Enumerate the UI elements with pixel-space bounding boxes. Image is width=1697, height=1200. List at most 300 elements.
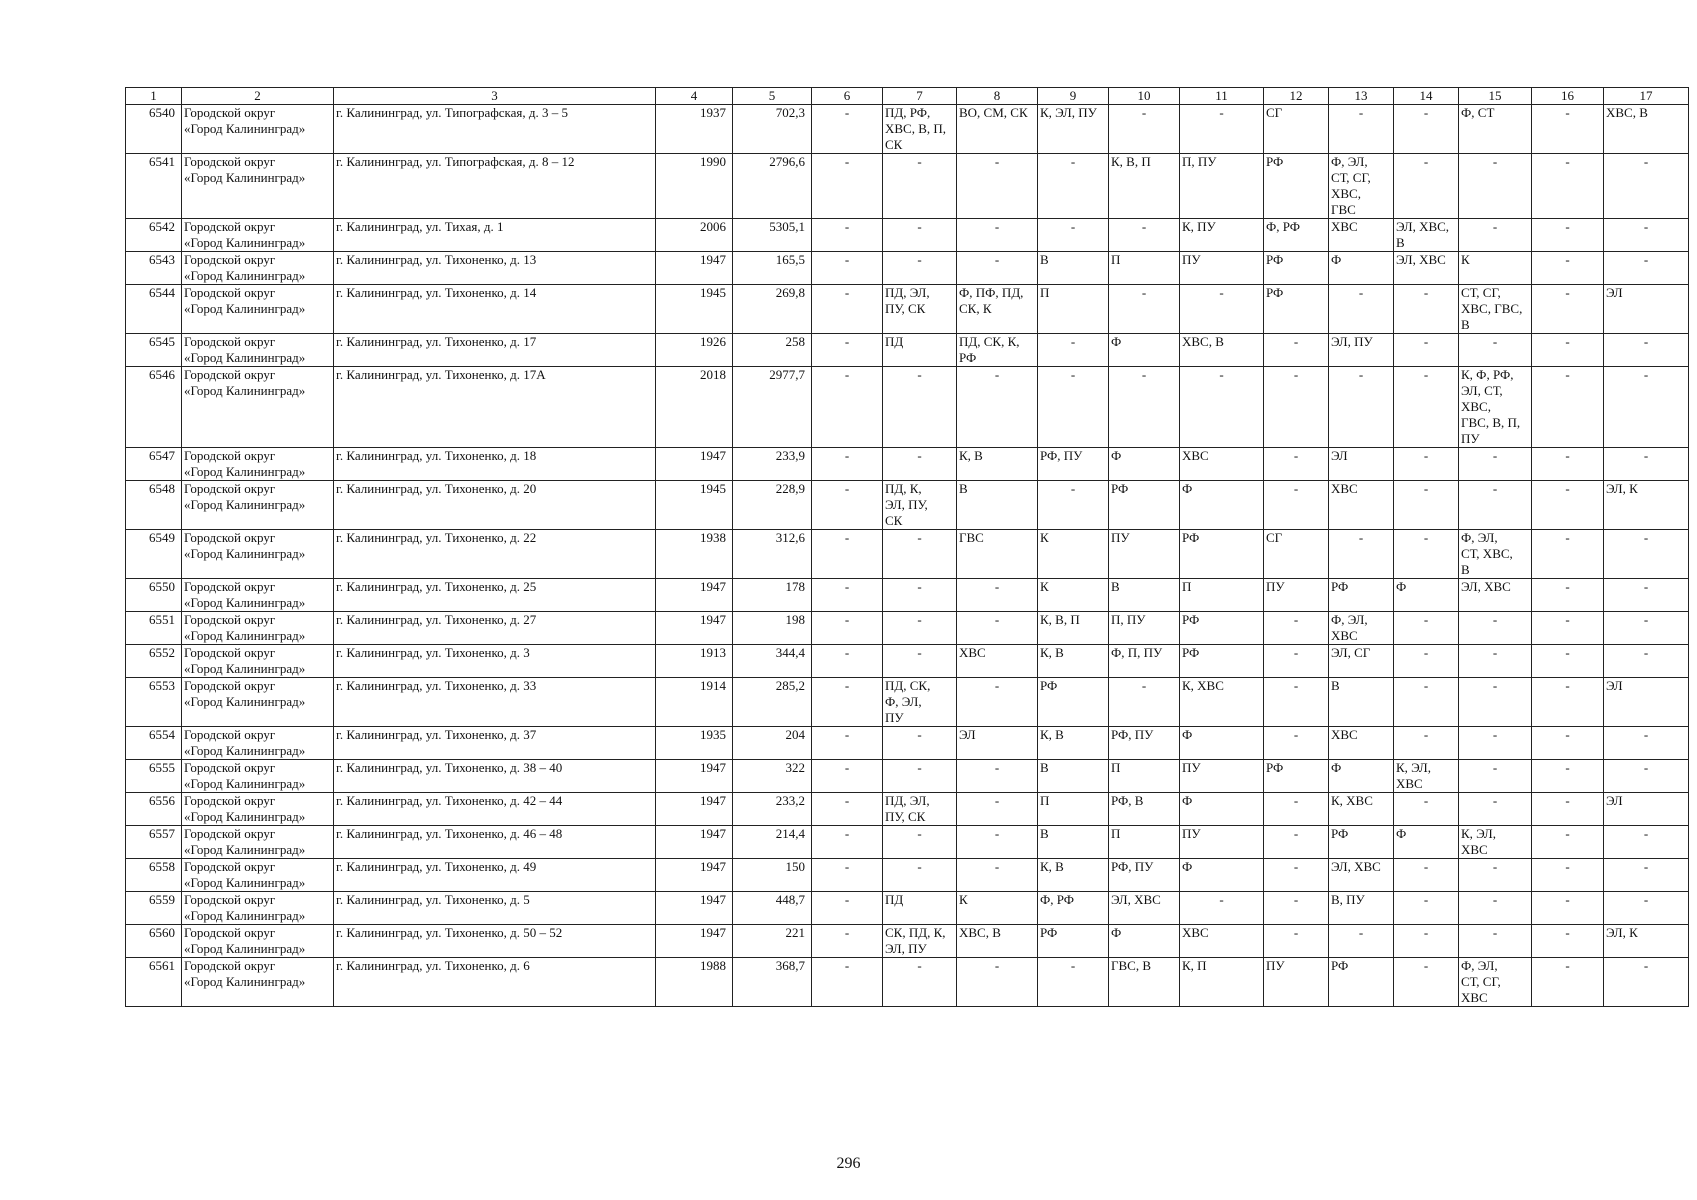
cell-col-1: 6543 [126,252,182,285]
cell-col-10: Ф [1109,448,1180,481]
cell-col-5: 344,4 [733,645,812,678]
cell-col-10: - [1109,367,1180,448]
cell-col-14: - [1394,925,1459,958]
cell-col-3: г. Калининград, ул. Тихоненко, д. 14 [334,285,656,334]
cell-col-14: - [1394,678,1459,727]
cell-col-17: - [1604,612,1689,645]
cell-col-1: 6560 [126,925,182,958]
cell-col-1: 6553 [126,678,182,727]
cell-col-3: г. Калининград, ул. Тихоненко, д. 33 [334,678,656,727]
cell-col-16: - [1532,958,1604,1007]
cell-col-11: ХВС, В [1180,334,1264,367]
cell-col-6: - [812,252,883,285]
column-header-15: 15 [1459,88,1532,105]
cell-col-6: - [812,334,883,367]
cell-col-16: - [1532,481,1604,530]
cell-col-14: - [1394,530,1459,579]
cell-col-8: - [957,219,1038,252]
column-header-8: 8 [957,88,1038,105]
cell-col-8: - [957,154,1038,219]
cell-col-9: В [1038,760,1109,793]
cell-col-14: - [1394,859,1459,892]
cell-col-1: 6550 [126,579,182,612]
column-number-header [126,88,1689,105]
cell-col-8: К, В [957,448,1038,481]
table-row [126,448,1689,481]
table-row [126,958,1689,1007]
cell-col-9: В [1038,252,1109,285]
cell-col-15: Ф, ЭЛ, СТ, СГ, ХВС [1459,958,1532,1007]
cell-col-16: - [1532,826,1604,859]
cell-col-14: - [1394,645,1459,678]
cell-col-14: ЭЛ, ХВС [1394,252,1459,285]
cell-col-8: В [957,481,1038,530]
column-header-5: 5 [733,88,812,105]
cell-col-8: К [957,892,1038,925]
registry-table [125,87,1689,1007]
cell-col-6: - [812,892,883,925]
cell-col-9: К, В [1038,859,1109,892]
cell-col-4: 1945 [656,285,733,334]
cell-col-5: 233,2 [733,793,812,826]
cell-col-6: - [812,579,883,612]
cell-col-1: 6554 [126,727,182,760]
column-header-10: 10 [1109,88,1180,105]
cell-col-10: РФ, В [1109,793,1180,826]
cell-col-16: - [1532,760,1604,793]
cell-col-12: - [1264,678,1329,727]
cell-col-17: - [1604,219,1689,252]
cell-col-14: - [1394,481,1459,530]
cell-col-14: - [1394,892,1459,925]
cell-col-4: 1947 [656,925,733,958]
cell-col-7: - [883,727,957,760]
cell-col-13: Ф, ЭЛ, ХВС [1329,612,1394,645]
cell-col-3: г. Калининград, ул. Тихоненко, д. 37 [334,727,656,760]
cell-col-14: - [1394,448,1459,481]
column-header-14: 14 [1394,88,1459,105]
cell-col-6: - [812,448,883,481]
cell-col-9: - [1038,367,1109,448]
cell-col-12: - [1264,859,1329,892]
cell-col-8: - [957,826,1038,859]
cell-col-1: 6549 [126,530,182,579]
cell-col-9: К [1038,530,1109,579]
cell-col-1: 6540 [126,105,182,154]
cell-col-15: - [1459,793,1532,826]
cell-col-7: - [883,252,957,285]
cell-col-1: 6555 [126,760,182,793]
table-row [126,925,1689,958]
cell-col-16: - [1532,727,1604,760]
cell-col-3: г. Калининград, ул. Тихоненко, д. 38 – 40 [334,760,656,793]
cell-col-3: г. Калининград, ул. Тихоненко, д. 5 [334,892,656,925]
cell-col-2: Городской округ «Город Калининград» [182,334,334,367]
cell-col-11: РФ [1180,612,1264,645]
cell-col-3: г. Калининград, ул. Тихоненко, д. 6 [334,958,656,1007]
cell-col-12: - [1264,334,1329,367]
cell-col-8: ПД, СК, К, РФ [957,334,1038,367]
cell-col-17: - [1604,334,1689,367]
cell-col-17: - [1604,252,1689,285]
cell-col-4: 1937 [656,105,733,154]
table-row [126,579,1689,612]
cell-col-10: В [1109,579,1180,612]
table-row [126,793,1689,826]
cell-col-11: Ф [1180,727,1264,760]
cell-col-13: ХВС [1329,481,1394,530]
cell-col-13: Ф [1329,760,1394,793]
cell-col-4: 1947 [656,448,733,481]
cell-col-1: 6546 [126,367,182,448]
cell-col-9: - [1038,334,1109,367]
cell-col-6: - [812,219,883,252]
cell-col-13: ЭЛ, ХВС [1329,859,1394,892]
cell-col-15: - [1459,727,1532,760]
cell-col-2: Городской округ «Город Калининград» [182,859,334,892]
cell-col-16: - [1532,154,1604,219]
cell-col-3: г. Калининград, ул. Тихоненко, д. 27 [334,612,656,645]
cell-col-1: 6544 [126,285,182,334]
cell-col-8: - [957,367,1038,448]
cell-col-11: К, П [1180,958,1264,1007]
cell-col-9: - [1038,154,1109,219]
cell-col-13: Ф [1329,252,1394,285]
cell-col-6: - [812,481,883,530]
cell-col-11: - [1180,892,1264,925]
cell-col-3: г. Калининград, ул. Тихоненко, д. 18 [334,448,656,481]
cell-col-3: г. Калининград, ул. Тихоненко, д. 49 [334,859,656,892]
cell-col-8: Ф, ПФ, ПД, СК, К [957,285,1038,334]
cell-col-9: П [1038,285,1109,334]
cell-col-12: РФ [1264,760,1329,793]
cell-col-17: - [1604,367,1689,448]
cell-col-11: ПУ [1180,826,1264,859]
cell-col-4: 1938 [656,530,733,579]
cell-col-10: РФ, ПУ [1109,727,1180,760]
cell-col-6: - [812,367,883,448]
cell-col-4: 1947 [656,892,733,925]
cell-col-7: ПД, ЭЛ, ПУ, СК [883,285,957,334]
table-row [126,334,1689,367]
cell-col-15: К [1459,252,1532,285]
cell-col-16: - [1532,448,1604,481]
cell-col-10: ПУ [1109,530,1180,579]
cell-col-6: - [812,859,883,892]
cell-col-16: - [1532,219,1604,252]
cell-col-17: ЭЛ [1604,285,1689,334]
cell-col-13: В [1329,678,1394,727]
cell-col-17: - [1604,727,1689,760]
cell-col-17: - [1604,645,1689,678]
cell-col-7: - [883,579,957,612]
cell-col-11: ПУ [1180,252,1264,285]
cell-col-14: Ф [1394,826,1459,859]
cell-col-4: 1945 [656,481,733,530]
cell-col-16: - [1532,645,1604,678]
cell-col-13: ХВС [1329,727,1394,760]
cell-col-9: РФ, ПУ [1038,448,1109,481]
cell-col-13: ЭЛ, ПУ [1329,334,1394,367]
table-row [126,678,1689,727]
cell-col-8: ВО, СМ, СК [957,105,1038,154]
table-row [126,367,1689,448]
cell-col-2: Городской округ «Город Калининград» [182,252,334,285]
cell-col-14: - [1394,367,1459,448]
cell-col-9: Ф, РФ [1038,892,1109,925]
cell-col-3: г. Калининград, ул. Типографская, д. 8 – 12 [334,154,656,219]
cell-col-16: - [1532,925,1604,958]
cell-col-10: П [1109,826,1180,859]
cell-col-13: К, ХВС [1329,793,1394,826]
cell-col-16: - [1532,252,1604,285]
column-header-12: 12 [1264,88,1329,105]
cell-col-5: 702,3 [733,105,812,154]
cell-col-2: Городской округ «Город Калининград» [182,958,334,1007]
cell-col-13: - [1329,925,1394,958]
cell-col-11: ХВС [1180,925,1264,958]
cell-col-4: 1988 [656,958,733,1007]
cell-col-5: 2796,6 [733,154,812,219]
cell-col-12: - [1264,481,1329,530]
cell-col-15: - [1459,925,1532,958]
cell-col-7: ПД, СК, Ф, ЭЛ, ПУ [883,678,957,727]
cell-col-10: П [1109,252,1180,285]
cell-col-2: Городской округ «Город Калининград» [182,727,334,760]
cell-col-8: - [957,859,1038,892]
cell-col-7: ПД, ЭЛ, ПУ, СК [883,793,957,826]
table-row [126,826,1689,859]
cell-col-17: - [1604,530,1689,579]
cell-col-4: 1947 [656,859,733,892]
cell-col-6: - [812,105,883,154]
cell-col-4: 1926 [656,334,733,367]
cell-col-3: г. Калининград, ул. Тихоненко, д. 3 [334,645,656,678]
cell-col-10: РФ [1109,481,1180,530]
cell-col-16: - [1532,793,1604,826]
cell-col-14: ЭЛ, ХВС, В [1394,219,1459,252]
column-header-13: 13 [1329,88,1394,105]
cell-col-3: г. Калининград, ул. Тихоненко, д. 20 [334,481,656,530]
cell-col-14: Ф [1394,579,1459,612]
cell-col-2: Городской округ «Город Калининград» [182,448,334,481]
cell-col-12: СГ [1264,105,1329,154]
cell-col-12: - [1264,892,1329,925]
cell-col-10: ГВС, В [1109,958,1180,1007]
cell-col-15: - [1459,612,1532,645]
cell-col-2: Городской округ «Город Калининград» [182,481,334,530]
cell-col-13: РФ [1329,826,1394,859]
cell-col-10: - [1109,105,1180,154]
cell-col-7: - [883,826,957,859]
cell-col-2: Городской округ «Город Калининград» [182,219,334,252]
cell-col-14: - [1394,958,1459,1007]
cell-col-3: г. Калининград, ул. Тихая, д. 1 [334,219,656,252]
cell-col-9: РФ [1038,925,1109,958]
cell-col-7: - [883,958,957,1007]
cell-col-17: - [1604,760,1689,793]
cell-col-10: Ф, П, ПУ [1109,645,1180,678]
cell-col-15: - [1459,334,1532,367]
cell-col-1: 6561 [126,958,182,1007]
cell-col-17: - [1604,859,1689,892]
cell-col-6: - [812,793,883,826]
cell-col-9: К, В, П [1038,612,1109,645]
cell-col-7: - [883,645,957,678]
cell-col-6: - [812,826,883,859]
cell-col-11: К, ХВС [1180,678,1264,727]
cell-col-12: - [1264,367,1329,448]
cell-col-9: РФ [1038,678,1109,727]
table-row [126,252,1689,285]
cell-col-1: 6557 [126,826,182,859]
cell-col-16: - [1532,285,1604,334]
cell-col-15: - [1459,859,1532,892]
cell-col-8: - [957,678,1038,727]
cell-col-14: - [1394,154,1459,219]
cell-col-12: ПУ [1264,579,1329,612]
cell-col-15: - [1459,892,1532,925]
cell-col-11: Ф [1180,481,1264,530]
table-row [126,760,1689,793]
cell-col-8: ХВС [957,645,1038,678]
cell-col-7: ПД, РФ, ХВС, В, П, СК [883,105,957,154]
cell-col-1: 6547 [126,448,182,481]
cell-col-5: 221 [733,925,812,958]
cell-col-15: - [1459,760,1532,793]
cell-col-9: - [1038,958,1109,1007]
cell-col-4: 1935 [656,727,733,760]
cell-col-11: П [1180,579,1264,612]
cell-col-14: К, ЭЛ, ХВС [1394,760,1459,793]
cell-col-2: Городской округ «Город Калининград» [182,760,334,793]
cell-col-5: 368,7 [733,958,812,1007]
cell-col-4: 1947 [656,760,733,793]
cell-col-9: - [1038,219,1109,252]
cell-col-4: 1913 [656,645,733,678]
cell-col-4: 2006 [656,219,733,252]
cell-col-9: К [1038,579,1109,612]
cell-col-5: 448,7 [733,892,812,925]
cell-col-6: - [812,530,883,579]
cell-col-8: - [957,252,1038,285]
cell-col-7: ПД, К, ЭЛ, ПУ, СК [883,481,957,530]
cell-col-7: ПД [883,334,957,367]
cell-col-9: К, В [1038,727,1109,760]
cell-col-12: СГ [1264,530,1329,579]
cell-col-15: К, ЭЛ, ХВС [1459,826,1532,859]
cell-col-17: ХВС, В [1604,105,1689,154]
cell-col-11: - [1180,105,1264,154]
table-row [126,645,1689,678]
cell-col-3: г. Калининград, ул. Тихоненко, д. 46 – 48 [334,826,656,859]
cell-col-17: - [1604,154,1689,219]
cell-col-12: РФ [1264,252,1329,285]
cell-col-17: - [1604,579,1689,612]
cell-col-11: - [1180,285,1264,334]
cell-col-16: - [1532,334,1604,367]
cell-col-5: 233,9 [733,448,812,481]
cell-col-7: - [883,448,957,481]
cell-col-7: СК, ПД, К, ЭЛ, ПУ [883,925,957,958]
cell-col-1: 6541 [126,154,182,219]
column-header-16: 16 [1532,88,1604,105]
cell-col-15: - [1459,448,1532,481]
cell-col-1: 6542 [126,219,182,252]
cell-col-5: 214,4 [733,826,812,859]
cell-col-13: ЭЛ, СГ [1329,645,1394,678]
cell-col-15: - [1459,645,1532,678]
page-number: 296 [836,1155,861,1172]
cell-col-14: - [1394,793,1459,826]
cell-col-16: - [1532,579,1604,612]
cell-col-11: РФ [1180,645,1264,678]
cell-col-6: - [812,925,883,958]
cell-col-16: - [1532,367,1604,448]
cell-col-5: 178 [733,579,812,612]
cell-col-5: 258 [733,334,812,367]
cell-col-15: - [1459,678,1532,727]
cell-col-4: 1990 [656,154,733,219]
cell-col-1: 6551 [126,612,182,645]
cell-col-1: 6552 [126,645,182,678]
cell-col-7: ПД [883,892,957,925]
cell-col-3: г. Калининград, ул. Тихоненко, д. 25 [334,579,656,612]
table-body [126,105,1689,1007]
table-row [126,285,1689,334]
cell-col-2: Городской округ «Город Калининград» [182,530,334,579]
cell-col-11: ПУ [1180,760,1264,793]
cell-col-1: 6558 [126,859,182,892]
cell-col-2: Городской округ «Город Калининград» [182,285,334,334]
cell-col-10: ЭЛ, ХВС [1109,892,1180,925]
cell-col-16: - [1532,530,1604,579]
cell-col-10: - [1109,678,1180,727]
cell-col-2: Городской округ «Город Калининград» [182,892,334,925]
cell-col-15: СТ, СГ, ХВС, ГВС, В [1459,285,1532,334]
cell-col-8: - [957,579,1038,612]
cell-col-17: - [1604,892,1689,925]
table-row [126,859,1689,892]
cell-col-12: - [1264,925,1329,958]
cell-col-13: - [1329,530,1394,579]
cell-col-1: 6559 [126,892,182,925]
cell-col-17: - [1604,448,1689,481]
cell-col-13: В, ПУ [1329,892,1394,925]
cell-col-13: ХВС [1329,219,1394,252]
table-row [126,530,1689,579]
cell-col-7: - [883,367,957,448]
cell-col-16: - [1532,892,1604,925]
cell-col-5: 2977,7 [733,367,812,448]
cell-col-11: ХВС [1180,448,1264,481]
cell-col-3: г. Калининград, ул. Тихоненко, д. 50 – 52 [334,925,656,958]
cell-col-14: - [1394,612,1459,645]
cell-col-2: Городской округ «Город Калининград» [182,826,334,859]
cell-col-13: РФ [1329,579,1394,612]
cell-col-6: - [812,678,883,727]
cell-col-17: ЭЛ, К [1604,925,1689,958]
column-header-6: 6 [812,88,883,105]
cell-col-6: - [812,154,883,219]
cell-col-9: - [1038,481,1109,530]
cell-col-5: 165,5 [733,252,812,285]
cell-col-16: - [1532,678,1604,727]
column-header-9: 9 [1038,88,1109,105]
cell-col-4: 1914 [656,678,733,727]
cell-col-10: - [1109,219,1180,252]
cell-col-16: - [1532,612,1604,645]
